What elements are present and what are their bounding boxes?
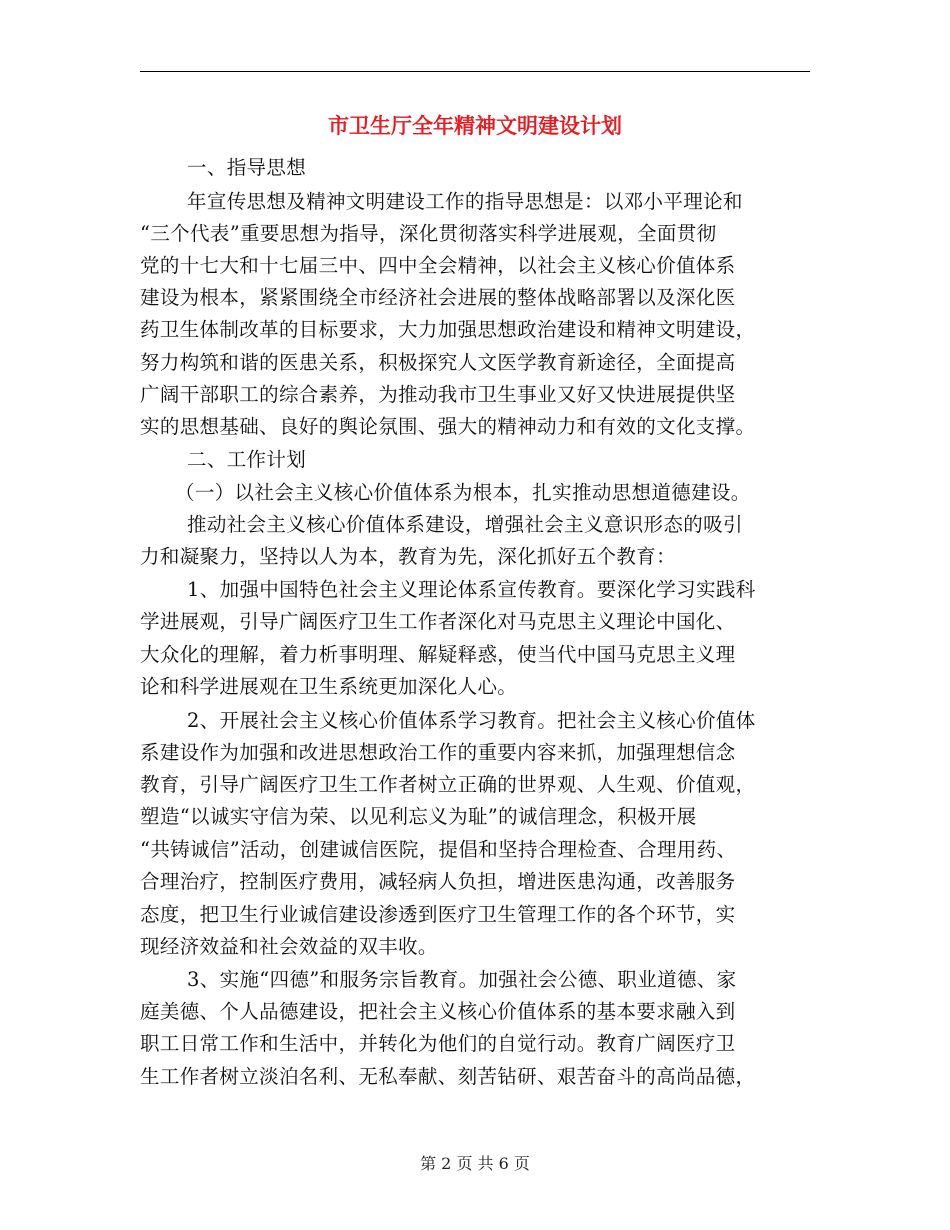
paragraph-line: 职工日常工作和生活中，并转化为他们的自觉行动。教育广阔医疗卫 xyxy=(140,1032,736,1055)
paragraph-line: 推动社会主义核心价值体系建设，增强社会主义意识形态的吸引 xyxy=(187,513,743,536)
paragraph-line: 力和凝聚力，坚持以人为本，教育为先，深化抓好五个教育： xyxy=(140,545,676,568)
paragraph-line: 大众化的理解，着力析事明理、解疑释惑，使当代中国马克思主义理 xyxy=(140,643,736,666)
paragraph-line: 态度，把卫生行业诚信建设渗透到医疗卫生管理工作的各个环节，实 xyxy=(140,903,736,926)
paragraph-line: 3、实施“四德”和服务宗旨教育。加强社会公德、职业道德、家 xyxy=(187,968,737,991)
paragraph-line: 努力构筑和谐的医患关系，积极探究人文医学教育新途径，全面提高 xyxy=(140,351,736,374)
paragraph-line: “三个代表”重要思想为指导，深化贯彻落实科学进展观，全面贯彻 xyxy=(140,222,717,245)
paragraph-line: 建设为根本，紧紧围绕全市经济社会进展的整体战略部署以及深化医 xyxy=(140,286,736,309)
page-number-footer: 第 2 页 共 6 页 xyxy=(420,1154,530,1173)
paragraph-line: 庭美德、个人品德建设，把社会主义核心价值体系的基本要求融入到 xyxy=(140,1000,736,1023)
paragraph-line: 药卫生体制改革的目标要求，大力加强思想政治建设和精神文明建设， xyxy=(140,318,756,341)
paragraph-line: 现经济效益和社会效益的双丰收。 xyxy=(140,935,438,958)
paragraph-line: 塑造“以诚实守信为荣、以见利忘义为耻”的诚信理念，积极开展 xyxy=(140,805,697,828)
paragraph-line: 广阔干部职工的综合素养，为推动我市卫生事业又好又快进展提供坚 xyxy=(140,383,736,406)
paragraph-line: 年宣传思想及精神文明建设工作的指导思想是：以邓小平理论和 xyxy=(187,190,743,213)
paragraph-line: 党的十七大和十七届三中、四中全会精神，以社会主义核心价值体系 xyxy=(140,254,736,277)
paragraph-line: 生工作者树立淡泊名利、无私奉献、刻苦钻研、艰苦奋斗的高尚品德， xyxy=(140,1065,756,1088)
paragraph-line: 系建设作为加强和改进思想政治工作的重要内容来抓，加强理想信念 xyxy=(140,741,736,764)
heading-guiding-ideology: 一、指导思想 xyxy=(187,156,307,179)
paragraph-line: 论和科学进展观在卫生系统更加深化人心。 xyxy=(140,675,518,698)
paragraph-line: 1、加强中国特色社会主义理论体系宣传教育。要深化学习实践科 xyxy=(187,578,756,601)
subheading-section-1: （一）以社会主义核心价值体系为根本，扎实推动思想道德建设。 xyxy=(175,481,751,504)
paragraph-line: 学进展观，引导广阔医疗卫生工作者深化对马克思主义理论中国化、 xyxy=(140,610,736,633)
paragraph-line: 合理治疗，控制医疗费用，减轻病人负担，增进医患沟通，改善服务 xyxy=(140,870,736,893)
header-rule xyxy=(140,71,810,72)
document-title: 市卫生厅全年精神文明建设计划 xyxy=(328,113,622,138)
heading-work-plan: 二、工作计划 xyxy=(187,448,307,471)
paragraph-line: 2、开展社会主义核心价值体系学习教育。把社会主义核心价值体 xyxy=(187,709,756,732)
paragraph-line: 教育，引导广阔医疗卫生工作者树立正确的世界观、人生观、价值观， xyxy=(140,773,756,796)
paragraph-line: 实的思想基础、良好的舆论氛围、强大的精神动力和有效的文化支撑。 xyxy=(140,415,756,438)
paragraph-line: “共铸诚信”活动，创建诚信医院，提倡和坚持合理检查、合理用药、 xyxy=(140,838,737,861)
